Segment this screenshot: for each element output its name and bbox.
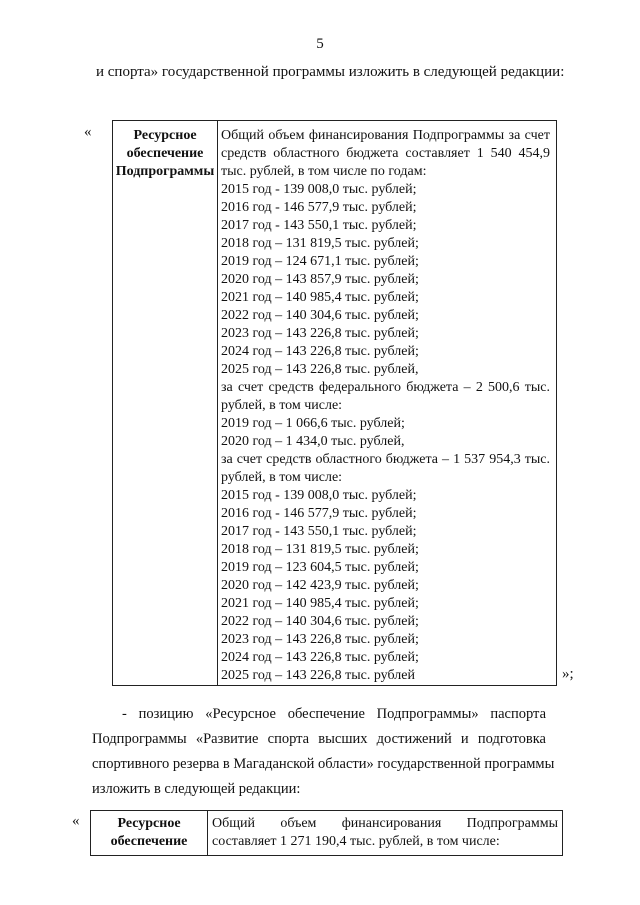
year-line: 2020 год – 142 423,9 тыс. рублей; (221, 578, 419, 593)
label-line: обеспечение (110, 834, 188, 849)
year-line: 2016 год - 146 577,9 тыс. рублей; (221, 200, 417, 215)
intro-line: и спорта» государственной программы изложить в следующей редакции: (96, 64, 565, 80)
resource-table-1 (112, 120, 557, 686)
opening-quote-2: « (72, 813, 80, 829)
resource-label-cell-2 (91, 811, 208, 856)
text-line: рублей, в том числе: (221, 470, 343, 485)
text-line: за счет средств областного бюджета – 1 537 954,3 тыс. (221, 452, 550, 467)
year-line: 2023 год – 143 226,8 тыс. рублей; (221, 326, 419, 341)
label-line: Ресурсное (133, 128, 197, 143)
resource-value-cell-2 (208, 811, 563, 856)
year-line: 2024 год – 143 226,8 тыс. рублей; (221, 344, 419, 359)
year-line: 2019 год – 123 604,5 тыс. рублей; (221, 560, 419, 575)
year-line: 2019 год – 1 066,6 тыс. рублей; (221, 416, 405, 431)
year-line: 2017 год - 143 550,1 тыс. рублей; (221, 218, 417, 233)
year-line: 2017 год - 143 550,1 тыс. рублей; (221, 524, 417, 539)
year-line: 2021 год – 140 985,4 тыс. рублей; (221, 290, 419, 305)
year-line: 2020 год – 1 434,0 тыс. рублей, (221, 434, 405, 449)
paragraph-line: - позицию «Ресурсное обеспечение Подпрограммы» паспорта (122, 706, 546, 722)
year-line: 2018 год – 131 819,5 тыс. рублей; (221, 542, 419, 557)
text-line: составляет 1 271 190,4 тыс. рублей, в том числе: (212, 834, 500, 849)
year-line: 2022 год – 140 304,6 тыс. рублей; (221, 308, 419, 323)
instruction-paragraph (92, 702, 555, 802)
resource-label-cell (113, 121, 218, 686)
resource-table-2 (90, 810, 563, 856)
label-line: обеспечение (126, 146, 204, 161)
text-line: средств областного бюджета составляет 1 540 454,9 (221, 146, 550, 161)
closing-quote: »; (562, 666, 574, 682)
page-number: 5 (316, 36, 324, 52)
paragraph-line: Подпрограммы «Развитие спорта высших достижений и подготовка (92, 731, 546, 747)
text-line: за счет средств федерального бюджета – 2 500,6 тыс. (221, 380, 550, 395)
year-line: 2025 год – 143 226,8 тыс. рублей, (221, 362, 419, 377)
year-line: 2021 год – 140 985,4 тыс. рублей; (221, 596, 419, 611)
text-line: рублей, в том числе: (221, 398, 343, 413)
label-line: Подпрограммы (115, 164, 215, 179)
year-line: 2022 год – 140 304,6 тыс. рублей; (221, 614, 419, 629)
year-line: 2020 год – 143 857,9 тыс. рублей; (221, 272, 419, 287)
year-line: 2024 год – 143 226,8 тыс. рублей; (221, 650, 419, 665)
year-line: 2025 год – 143 226,8 тыс. рублей (221, 668, 415, 683)
year-line: 2016 год - 146 577,9 тыс. рублей; (221, 506, 417, 521)
year-line: 2023 год – 143 226,8 тыс. рублей; (221, 632, 419, 647)
text-line: Общий объем финансирования Подпрограммы за счет (221, 128, 550, 143)
paragraph-line: спортивного резерва в Магаданской области» государственной программы (92, 756, 555, 772)
text-line: тыс. рублей, в том числе по годам: (221, 164, 427, 179)
year-line: 2018 год – 131 819,5 тыс. рублей; (221, 236, 419, 251)
text-line: Общий объем финансирования Подпрограммы (212, 816, 558, 831)
year-line: 2019 год – 124 671,1 тыс. рублей; (221, 254, 419, 269)
opening-quote: « (84, 124, 92, 140)
year-line: 2015 год - 139 008,0 тыс. рублей; (221, 182, 417, 197)
label-line: Ресурсное (117, 816, 181, 831)
paragraph-line: изложить в следующей редакции: (92, 781, 301, 797)
resource-value-cell (218, 121, 557, 686)
year-line: 2015 год - 139 008,0 тыс. рублей; (221, 488, 417, 503)
